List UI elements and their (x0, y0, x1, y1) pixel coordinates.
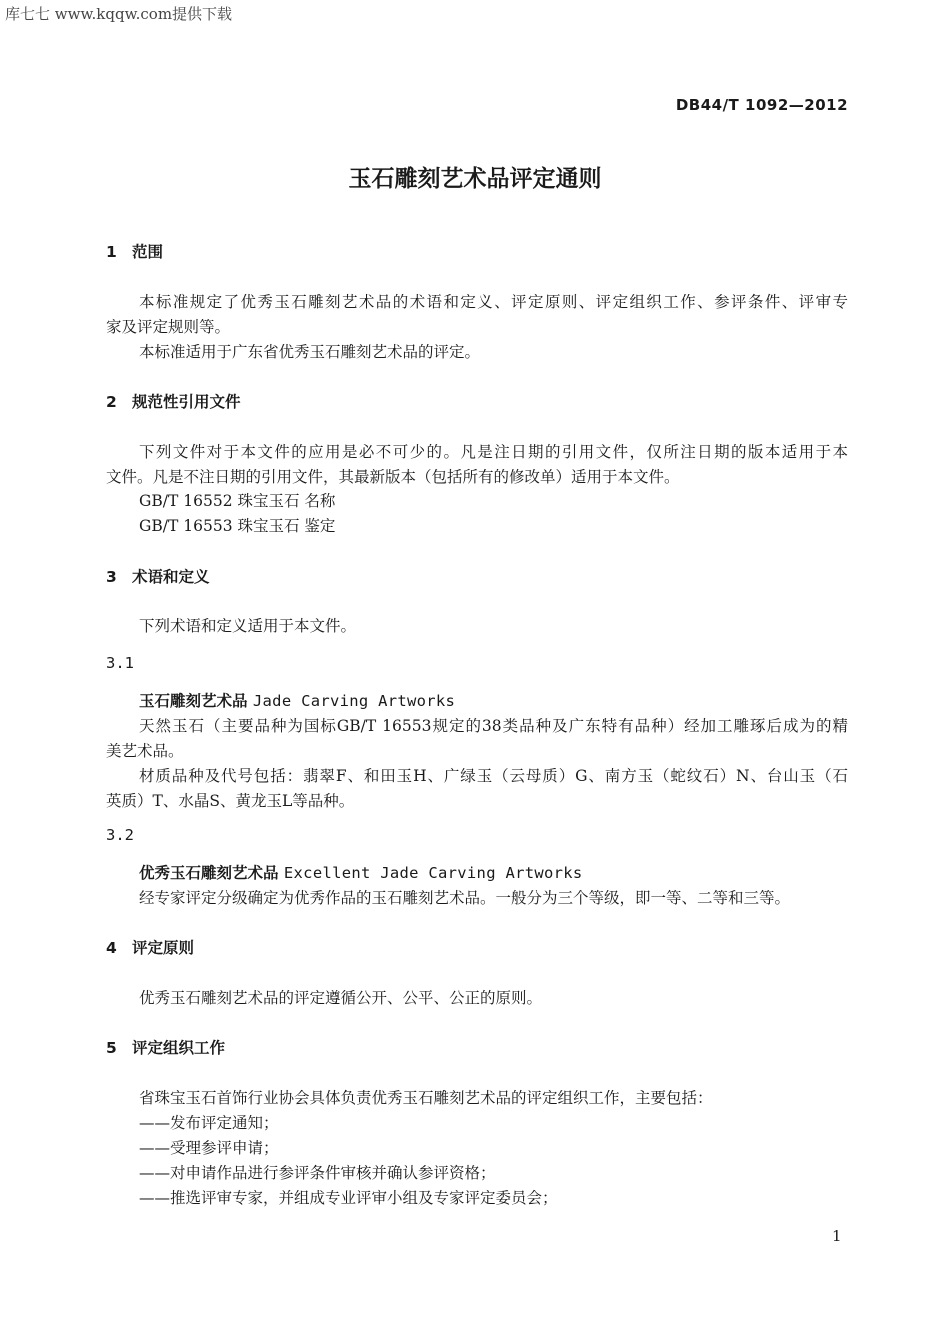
page-number: 1 (832, 1227, 842, 1245)
term-entry (139, 689, 455, 711)
note: 材质品种及代号包括：翡翠F、和田玉H、广绿玉（云母质）G、南方玉（蛇纹石）N、台山玉（石 (139, 767, 848, 785)
term-chinese: 玉石雕刻艺术品 (139, 692, 248, 710)
normative-reference: GB/T 16553 珠宝玉石 鉴定 (139, 517, 336, 535)
paragraph: 省珠宝玉石首饰行业协会具体负责优秀玉石雕刻艺术品的评定组织工作，主要包括： (139, 1089, 713, 1107)
page-title: 玉石雕刻艺术品评定通则 (348, 166, 602, 192)
section-title: 规范性引用文件 (132, 393, 241, 411)
paragraph: 家及评定规则等。 (106, 318, 231, 336)
term-entry (139, 861, 583, 883)
note: 英质）T、水晶S、黄龙玉L等品种。 (106, 792, 355, 810)
section-title: 评定组织工作 (132, 1039, 226, 1057)
section-3-heading (106, 565, 210, 587)
definition: 经专家评定分级确定为优秀作品的玉石雕刻艺术品。一般分为三个等级，即一等、二等和三等。 (139, 889, 791, 907)
section-number: 5 (106, 1039, 117, 1057)
list-item: ——发布评定通知； (139, 1114, 279, 1132)
paragraph: 本标准适用于广东省优秀玉石雕刻艺术品的评定。 (139, 343, 481, 361)
clause-number: 3.2 (106, 826, 134, 844)
section-2-heading (106, 390, 241, 412)
term-english: Excellent Jade Carving Artworks (283, 864, 583, 882)
section-title: 范围 (132, 243, 164, 261)
definition: 天然玉石（主要品种为国标GB/T 16553规定的38类品种及广东特有品种）经加工雕琢后成为的精 (139, 717, 848, 735)
list-item: ——推选评审专家，并组成专业评审小组及专家评定委员会； (139, 1189, 558, 1207)
section-number: 4 (106, 939, 117, 957)
paragraph: 文件。凡是不注日期的引用文件，其最新版本（包括所有的修改单）适用于本文件。 (106, 468, 680, 486)
list-item: ——受理参评申请； (139, 1139, 279, 1157)
paragraph: 本标准规定了优秀玉石雕刻艺术品的术语和定义、评定原则、评定组织工作、参评条件、评审专 (139, 293, 848, 311)
section-number: 3 (106, 568, 117, 586)
clause-number: 3.1 (106, 654, 134, 672)
term-english: Jade Carving Artworks (252, 692, 456, 710)
section-5-heading (106, 1036, 225, 1058)
paragraph: 下列文件对于本文件的应用是必不可少的。凡是注日期的引用文件，仅所注日期的版本适用于本 (139, 443, 848, 461)
definition: 美艺术品。 (106, 742, 184, 760)
list-item: ——对申请作品进行参评条件审核并确认参评资格； (139, 1164, 496, 1182)
section-number: 1 (106, 243, 117, 261)
watermark-text: 库七七 www.kqqw.com提供下载 (5, 5, 233, 23)
paragraph: 优秀玉石雕刻艺术品的评定遵循公开、公平、公正的原则。 (139, 989, 543, 1007)
section-4-heading (106, 936, 194, 958)
section-title: 评定原则 (132, 939, 195, 957)
document-code: DB44/T 1092—2012 (675, 96, 848, 114)
term-chinese: 优秀玉石雕刻艺术品 (139, 864, 279, 882)
section-number: 2 (106, 393, 117, 411)
section-title: 术语和定义 (132, 568, 210, 586)
section-1-heading (106, 240, 163, 262)
normative-reference: GB/T 16552 珠宝玉石 名称 (139, 492, 336, 510)
paragraph: 下列术语和定义适用于本文件。 (139, 617, 357, 635)
